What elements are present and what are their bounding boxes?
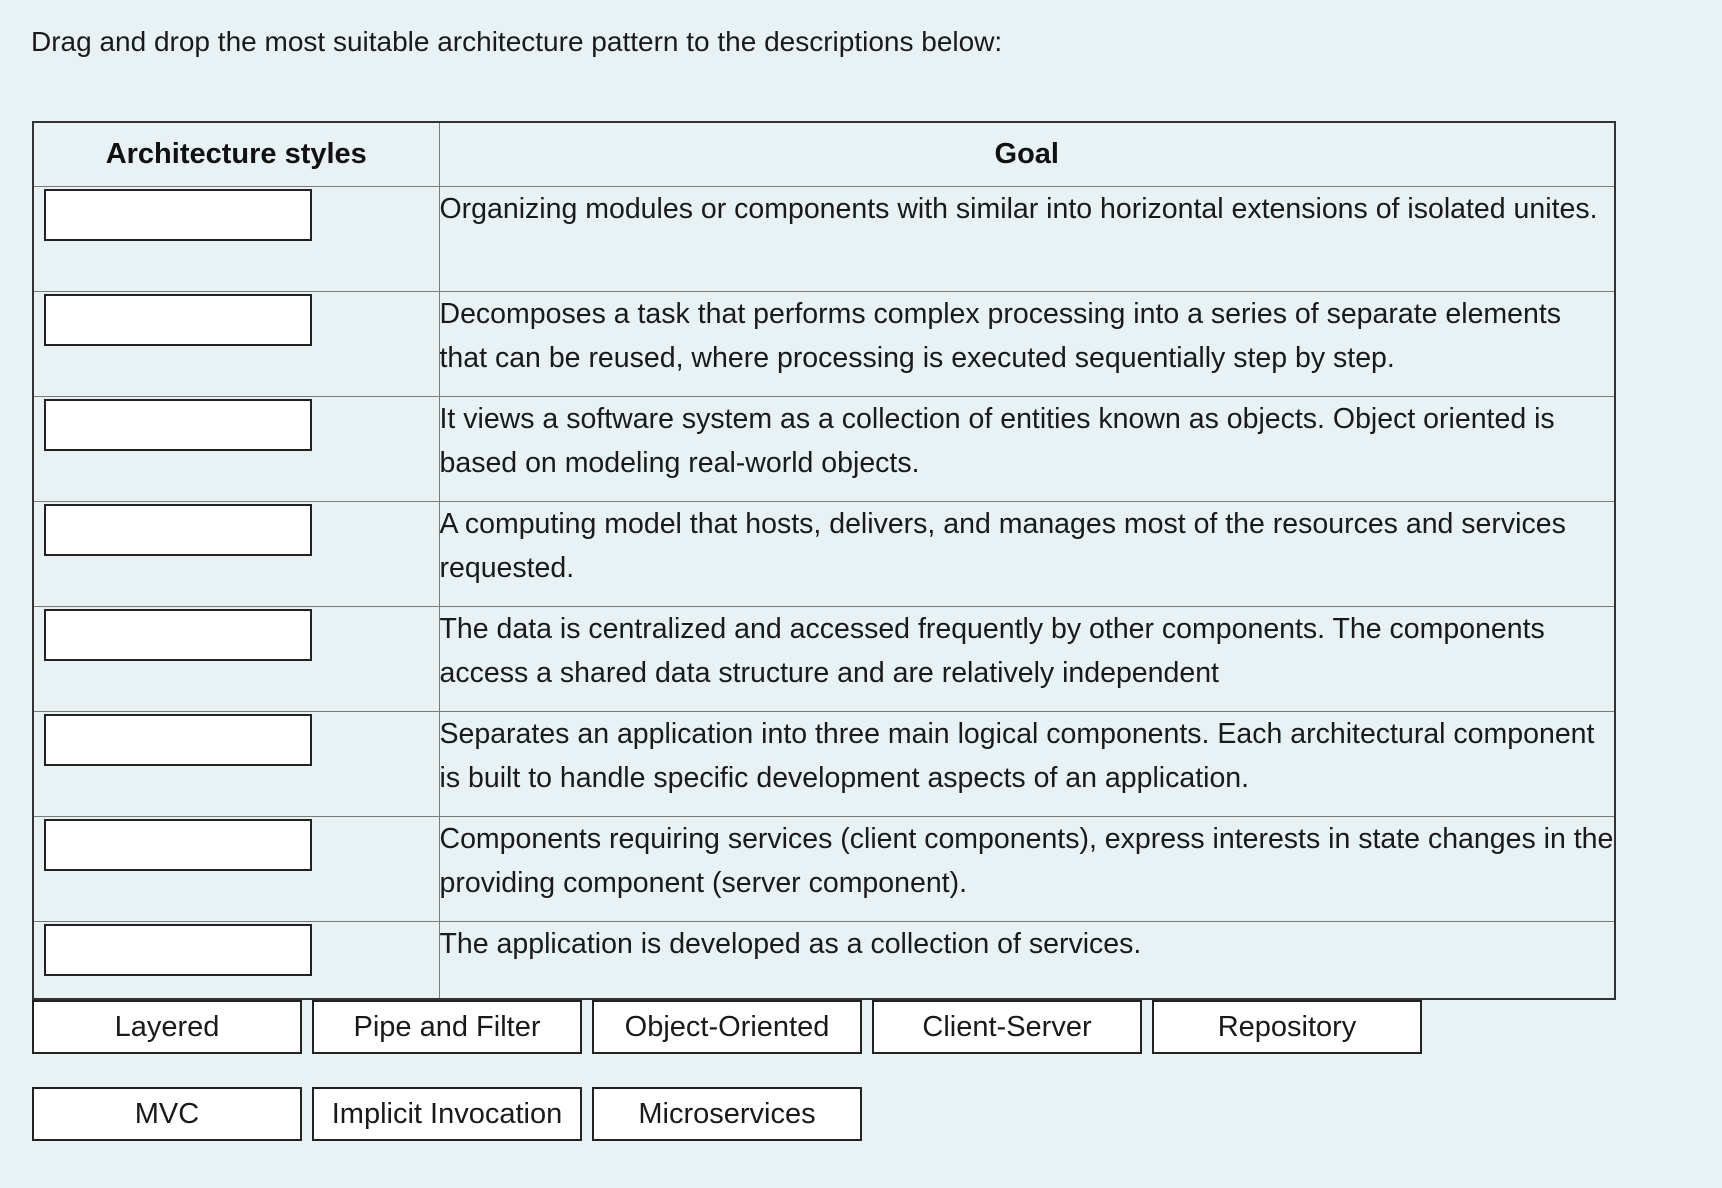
option-layered[interactable]: Layered: [32, 1000, 302, 1054]
drop-zone-3[interactable]: [44, 399, 312, 451]
option-object-oriented[interactable]: Object-Oriented: [592, 1000, 862, 1054]
table-row: [33, 292, 1615, 397]
goal-description: Components requiring services (client components), express interests in state changes in the providing component (server component).: [439, 823, 1614, 899]
table-row: [33, 817, 1615, 922]
instruction-text: Drag and drop the most suitable architecture pattern to the descriptions below:: [31, 26, 1003, 57]
goal-description: A computing model that hosts, delivers, and manages most of the resources and services requested.: [439, 508, 1566, 584]
option-repository[interactable]: Repository: [1152, 1000, 1422, 1054]
goal-description: Decomposes a task that performs complex processing into a series of separate elements that can be reused, where processing is executed sequentially step by step.: [439, 298, 1562, 374]
goal-description: The application is developed as a collection of services.: [439, 928, 1142, 960]
table-row: [33, 607, 1615, 712]
table-row: [33, 922, 1615, 1000]
header-architecture-styles: Architecture styles: [33, 122, 439, 187]
option-microservices[interactable]: Microservices: [592, 1087, 862, 1141]
goal-description: It views a software system as a collection of entities known as objects. Object oriented is based on modeling real-world objects.: [439, 403, 1555, 479]
table-row: [33, 712, 1615, 817]
drop-zone-8[interactable]: [44, 924, 312, 976]
drop-zone-5[interactable]: [44, 609, 312, 661]
option-client-server[interactable]: Client-Server: [872, 1000, 1142, 1054]
goal-description: Organizing modules or components with similar into horizontal extensions of isolated unites.: [439, 193, 1598, 225]
table-row: [33, 397, 1615, 502]
drop-zone-4[interactable]: [44, 504, 312, 556]
matching-table: [32, 121, 1616, 1000]
option-pipe-and-filter[interactable]: Pipe and Filter: [312, 1000, 582, 1054]
header-goal: Goal: [439, 122, 1615, 187]
goal-description: The data is centralized and accessed frequently by other components. The components access a shared data structure and are relatively independent: [439, 613, 1545, 689]
drop-zone-2[interactable]: [44, 294, 312, 346]
table-row: [33, 187, 1615, 292]
option-implicit-invocation[interactable]: Implicit Invocation: [312, 1087, 582, 1141]
table-row: [33, 502, 1615, 607]
drop-zone-7[interactable]: [44, 819, 312, 871]
drop-zone-1[interactable]: [44, 189, 312, 241]
goal-description: Separates an application into three main logical components. Each architectural component is built to handle specific development aspects of an application.: [439, 718, 1595, 794]
option-mvc[interactable]: MVC: [32, 1087, 302, 1141]
drop-zone-6[interactable]: [44, 714, 312, 766]
